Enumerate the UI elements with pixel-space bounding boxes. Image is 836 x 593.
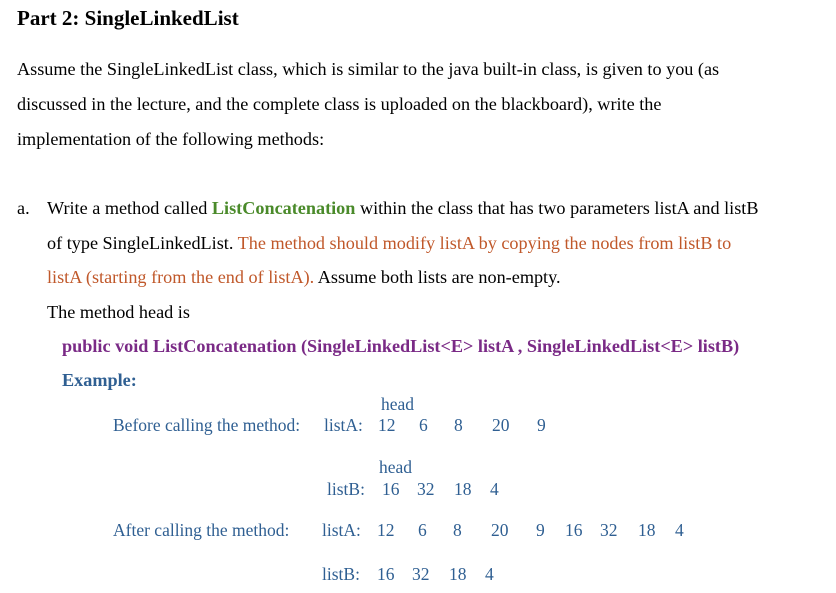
listB-after-node: 16 (377, 564, 395, 584)
question-line-2-highlight: The method should modify listA by copying the nodes from listB to (237, 233, 732, 253)
question-marker: a. (17, 198, 30, 218)
listB-head-marker: head (379, 457, 413, 477)
question-line-1-post: within the class that has two parameters listA and listB (355, 198, 759, 218)
intro-line-1: Assume the SingleLinkedList class, which is similar to the java built-in class, is given to you (as (17, 59, 720, 79)
listA-after-node: 12 (377, 520, 395, 540)
method-head-label: The method head is (47, 302, 190, 322)
after-label: After calling the method: (113, 520, 290, 540)
question-line-3 (47, 267, 561, 288)
question-line-2-pre: of type SingleLinkedList. (47, 233, 238, 253)
page-title: Part 2: SingleLinkedList (17, 6, 239, 30)
listA-before-node: 8 (454, 415, 463, 435)
intro-line-3: implementation of the following methods: (17, 129, 325, 149)
method-signature: public void ListConcatenation (SingleLinkedList<E> listA , SingleLinkedList<E> listB) (62, 336, 740, 356)
listB-after-label: listB: (322, 564, 360, 584)
listB-before-node: 4 (490, 479, 499, 499)
question-line-1 (47, 198, 758, 219)
example-label: Example: (62, 370, 137, 390)
listB-after-node: 32 (412, 564, 430, 584)
listB-before-label: listB: (327, 479, 365, 499)
listA-after-node: 20 (491, 520, 509, 540)
listB-before-node: 32 (417, 479, 435, 499)
listB-before-node: 16 (382, 479, 400, 499)
listA-before-node: 20 (492, 415, 510, 435)
listB-after-node: 4 (485, 564, 494, 584)
question-line-1-pre: Write a method called (47, 198, 212, 218)
listA-after-node: 16 (565, 520, 583, 540)
listA-after-node: 6 (418, 520, 427, 540)
listA-after-node: 8 (453, 520, 462, 540)
listA-before-label: listA: (324, 415, 363, 435)
listA-after-node: 4 (675, 520, 684, 540)
listB-before-node: 18 (454, 479, 472, 499)
method-name-highlight: ListConcatenation (211, 198, 356, 218)
listA-after-label: listA: (322, 520, 361, 540)
listA-after-node: 32 (600, 520, 618, 540)
listA-before-node: 12 (378, 415, 396, 435)
listA-after-node: 18 (638, 520, 656, 540)
before-label: Before calling the method: (113, 415, 301, 435)
question-line-2 (47, 233, 731, 254)
question-line-3-post: Assume both lists are non-empty. (314, 267, 561, 287)
listA-after-node: 9 (536, 520, 545, 540)
listA-before-node: 9 (537, 415, 546, 435)
listB-after-node: 18 (449, 564, 467, 584)
intro-line-2: discussed in the lecture, and the complete class is uploaded on the blackboard), write the (17, 94, 662, 114)
question-line-3-highlight: listA (starting from the end of listA). (47, 267, 315, 287)
listA-head-marker: head (381, 394, 415, 414)
listA-before-node: 6 (419, 415, 428, 435)
